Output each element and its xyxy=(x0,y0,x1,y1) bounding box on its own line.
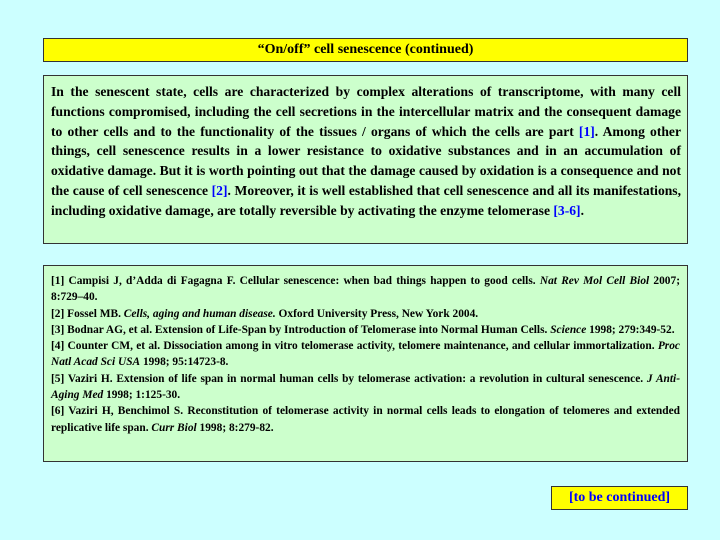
citation-1[interactable]: [1] xyxy=(578,123,595,139)
reference-text: [1] Campisi J, d’Adda di Fagagna F. Cellular senescence: when bad things happen to good cells. xyxy=(51,275,540,287)
reference-journal: Proc Natl Acad Sci USA xyxy=(51,340,680,369)
reference-journal: Nat Rev Mol Cell Biol xyxy=(539,275,650,287)
reference-details: 1998; 95:14723-8. xyxy=(140,356,229,369)
citation-3-6[interactable]: [3-6] xyxy=(553,202,581,218)
reference-item xyxy=(51,338,680,371)
reference-journal: Curr Biol xyxy=(151,421,197,434)
references-list xyxy=(43,265,688,462)
citation-2[interactable]: [2] xyxy=(211,182,228,198)
reference-details: Oxford University Press, New York 2004. xyxy=(275,307,479,320)
paragraph-text-3: . Moreover, it is well established that cell senescence and all its manifestations, including oxidative damage, are totally reversible by activating the enzyme telomerase xyxy=(51,182,681,218)
slide-title: “On/off” cell senescence (continued) xyxy=(43,38,688,62)
reference-item xyxy=(51,273,680,306)
reference-item xyxy=(51,403,680,436)
reference-item xyxy=(51,322,680,338)
paragraph-text-2: . Among other things, cell senescence results in a lower resistance to oxidative substances and in an accumulation of oxidative damage. But it is worth pointing out that the damage caused by oxidation is a consequence and not the cause of cell senescence xyxy=(51,123,681,198)
reference-details: 1998; 1:125-30. xyxy=(103,389,181,402)
reference-details: 1998; 8:279-82. xyxy=(196,421,274,434)
paragraph-text-1: In the senescent state, cells are characterized by complex alterations of transcriptome, with many cell functions compromised, including the cell secretions in the intercellular matrix and the consequent damage to other cells and to the functionality of the tissues / organs of which the cells are part xyxy=(51,84,681,139)
reference-details: 2007; 8:729–40. xyxy=(51,275,680,304)
reference-text: [6] Vaziri H, Benchimol S. Reconstitution of telomerase activity in normal cells leads to elongation of telomeres and extended replicative life span. xyxy=(51,405,680,434)
reference-details: 1998; 279:349-52. xyxy=(586,323,675,336)
reference-journal: J Anti-Aging Med xyxy=(51,372,680,402)
reference-item xyxy=(51,371,680,404)
paragraph-text-4: . xyxy=(580,202,584,218)
to-be-continued-link[interactable]: [to be continued] xyxy=(551,486,688,510)
reference-text: [3] Bodnar AG, et al. Extension of Life-Span by Introduction of Telomerase into Normal Human Cells. xyxy=(51,323,551,336)
main-paragraph xyxy=(43,75,688,244)
reference-text: [5] Vaziri H. Extension of life span in normal human cells by telomerase activation: a revolution in cultural senescence. xyxy=(51,372,647,385)
reference-text: [2] Fossel MB. xyxy=(51,307,124,320)
reference-journal: Cells, aging and human disease. xyxy=(123,307,276,320)
reference-item xyxy=(51,306,680,322)
reference-journal: Science xyxy=(550,323,587,336)
reference-text: [4] Counter CM, et al. Dissociation among in vitro telomerase activity, telomere maintenance, and cellular immortalization. xyxy=(51,340,658,353)
